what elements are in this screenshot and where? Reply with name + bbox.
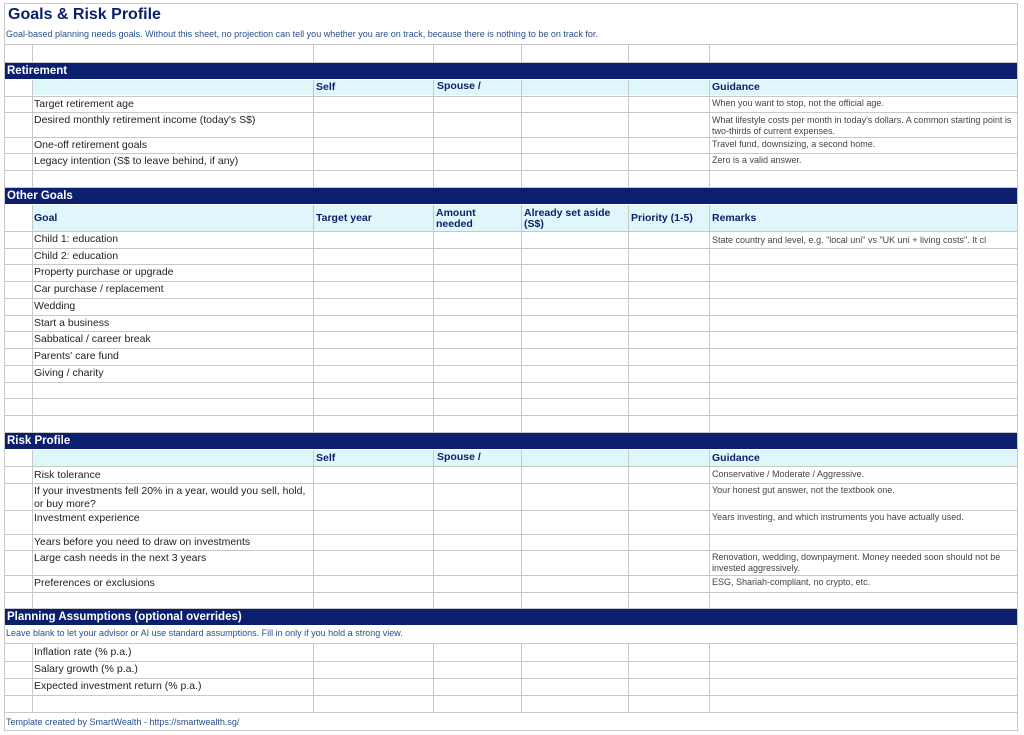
grid-line	[4, 365, 1018, 366]
goal-row-label: Child 2: education	[34, 250, 119, 262]
assumption-row-label: Inflation rate (% p.a.)	[34, 646, 132, 658]
grid-column-line	[313, 450, 314, 608]
grid-line	[4, 281, 1018, 282]
grid-line	[4, 398, 1018, 399]
grid-column-line	[433, 450, 434, 608]
grid-column-line	[709, 44, 710, 62]
page-subtitle: Goal-based planning needs goals. Without this sheet, no projection can tell you whether you are on track, because there is nothing to be on track for.	[6, 29, 598, 39]
grid-line	[4, 170, 1018, 171]
grid-column-line	[433, 44, 434, 62]
grid-line	[4, 44, 1018, 45]
grid-line	[4, 695, 1018, 696]
grid-line	[4, 510, 1018, 511]
grid-line	[4, 348, 1018, 349]
retirement-row-label: Target retirement age	[34, 98, 134, 110]
grid-line	[4, 575, 1018, 576]
risk-row-label: If your investments fell 20% in a year, would you sell, hold, or buy more?	[34, 485, 306, 510]
grid-line	[4, 678, 1018, 679]
risk-row-label: Investment experience	[34, 512, 140, 524]
grid-column-line	[521, 44, 522, 62]
grid-column-line	[313, 44, 314, 62]
retirement-row-label: Legacy intention (S$ to leave behind, if any)	[34, 155, 239, 167]
goal-row-label: Start a business	[34, 317, 110, 329]
retirement-header-guidance: Guidance	[712, 81, 760, 93]
goals-header-set-aside: Already set aside (S$)	[524, 207, 611, 230]
grid-column-line	[32, 44, 33, 62]
goals-header-priority: Priority (1-5)	[631, 212, 693, 224]
grid-column-line	[628, 450, 629, 608]
grid-column-line	[628, 44, 629, 62]
grid-line	[4, 592, 1018, 593]
goals-header-goal: Goal	[34, 212, 58, 224]
retirement-header-self: Self	[316, 81, 336, 93]
grid-line	[4, 315, 1018, 316]
risk-row-guidance: Years investing, and which instruments you have actually used.	[712, 512, 964, 522]
goal-row-label: Parents' care fund	[34, 350, 119, 362]
grid-column-line	[521, 450, 522, 608]
risk-row-label: Preferences or exclusions	[34, 577, 155, 589]
grid-line	[4, 534, 1018, 535]
retirement-row-guidance: Zero is a valid answer.	[712, 155, 802, 165]
grid-line	[4, 415, 1018, 416]
risk-header-self: Self	[316, 452, 336, 464]
grid-column-line	[32, 450, 33, 608]
goal-row-label: Property purchase or upgrade	[34, 266, 174, 278]
grid-line	[4, 264, 1018, 265]
risk-row-guidance: ESG, Shariah-compliant, no crypto, etc.	[712, 577, 871, 587]
assumption-row-label: Expected investment return (% p.a.)	[34, 680, 202, 692]
section-risk-profile: Risk Profile	[4, 433, 1018, 449]
retirement-row-guidance: When you want to stop, not the official age.	[712, 98, 884, 108]
grid-line	[4, 298, 1018, 299]
section-retirement: Retirement	[4, 63, 1018, 79]
grid-line	[4, 96, 1018, 97]
retirement-header-spouse: Spouse /	[437, 80, 481, 92]
goal-row-label: Sabbatical / career break	[34, 333, 151, 345]
retirement-row-label: One-off retirement goals	[34, 139, 148, 151]
section-other-goals: Other Goals	[4, 188, 1018, 204]
assumption-row-label: Salary growth (% p.a.)	[34, 663, 138, 675]
goals-header-remarks: Remarks	[712, 212, 757, 224]
grid-line	[4, 153, 1018, 154]
retirement-row-guidance: What lifestyle costs per month in today's dollars. A common starting point is two-thirds of current expenses.	[712, 115, 1012, 136]
grid-line	[4, 382, 1018, 383]
grid-line	[4, 466, 1018, 467]
grid-line	[4, 231, 1018, 232]
footer-credit: Template created by SmartWealth - https://smartwealth.sg/	[6, 717, 240, 727]
grid-line	[4, 550, 1018, 551]
retirement-header-row	[32, 80, 1018, 95]
goal-row-remarks: State country and level, e.g. "local uni" vs "UK uni + living costs". It cl	[712, 235, 987, 245]
grid-column-line	[709, 450, 710, 608]
risk-row-guidance: Your honest gut answer, not the textbook one.	[712, 485, 895, 495]
grid-line	[4, 643, 1018, 644]
risk-row-guidance: Renovation, wedding, downpayment. Money needed soon should not be invested aggressively.	[712, 552, 1001, 573]
risk-row-label: Large cash needs in the next 3 years	[34, 552, 207, 564]
grid-line	[4, 331, 1018, 332]
retirement-row-guidance: Travel fund, downsizing, a second home.	[712, 139, 876, 149]
retirement-row-label: Desired monthly retirement income (today's S$)	[34, 114, 256, 126]
section-planning-assumptions: Planning Assumptions (optional overrides)	[4, 609, 1018, 625]
page-title: Goals & Risk Profile	[8, 6, 161, 23]
risk-row-label: Years before you need to draw on investments	[34, 536, 251, 548]
goals-header-amount: Amount needed	[436, 207, 476, 230]
grid-line	[4, 248, 1018, 249]
grid-line	[4, 483, 1018, 484]
goals-header-target-year: Target year	[316, 212, 372, 224]
goal-row-label: Wedding	[34, 300, 76, 312]
risk-header-spouse: Spouse /	[437, 451, 481, 463]
risk-header-row	[32, 450, 1018, 466]
grid-line	[4, 137, 1018, 138]
goal-row-label: Giving / charity	[34, 367, 104, 379]
risk-row-guidance: Conservative / Moderate / Aggressive.	[712, 469, 865, 479]
assumptions-note: Leave blank to let your advisor or AI use standard assumptions. Fill in only if you hold a strong view.	[6, 628, 403, 638]
risk-header-guidance: Guidance	[712, 452, 760, 464]
grid-line	[4, 661, 1018, 662]
risk-row-label: Risk tolerance	[34, 469, 101, 481]
goal-row-label: Child 1: education	[34, 233, 119, 245]
grid-line	[4, 712, 1018, 713]
goal-row-label: Car purchase / replacement	[34, 283, 164, 295]
grid-line	[4, 112, 1018, 113]
